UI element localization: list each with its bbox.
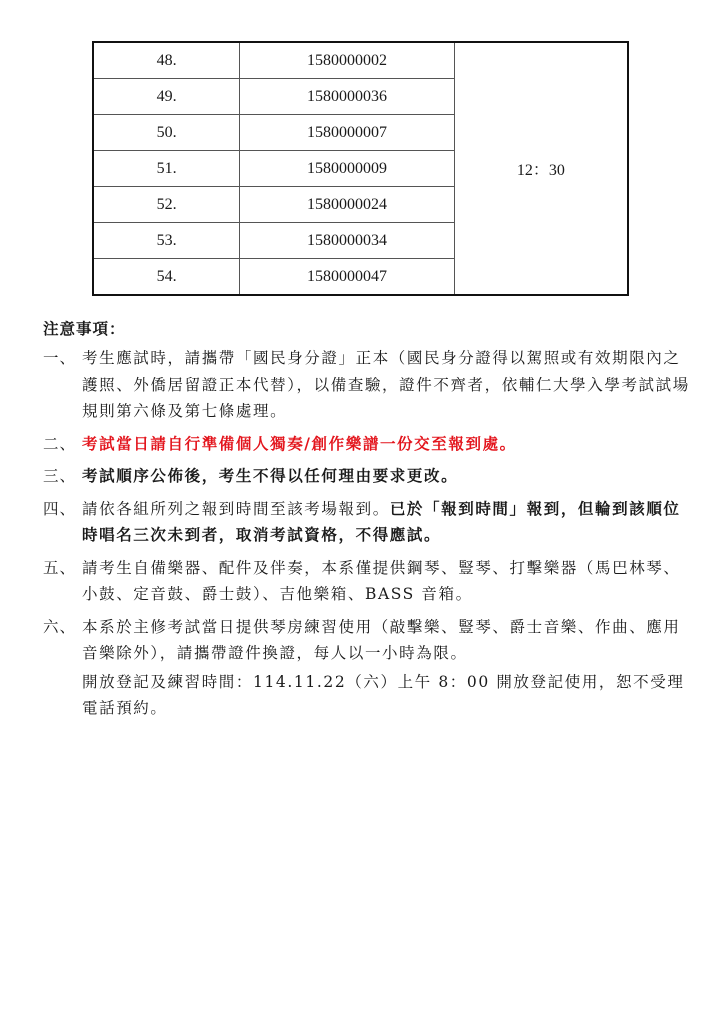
row-number: 53. xyxy=(93,223,240,259)
notes-section xyxy=(43,316,693,722)
note-number: 二、 xyxy=(43,434,77,453)
report-time: 12：30 xyxy=(454,42,628,295)
note-item-1 xyxy=(43,345,693,425)
note-number: 一、 xyxy=(43,349,77,367)
note-text-bold: 考試順序公佈後，考生不得以任何理由要求更改。 xyxy=(82,466,459,485)
row-number: 51. xyxy=(93,151,240,187)
note-number: 四、 xyxy=(43,499,77,518)
candidate-id: 1580000034 xyxy=(240,223,454,259)
note-text xyxy=(82,496,693,549)
note-number: 三、 xyxy=(43,467,77,485)
note-item-4 xyxy=(43,496,693,549)
row-number: 49. xyxy=(93,79,240,115)
candidate-id: 1580000002 xyxy=(240,42,454,79)
row-number: 54. xyxy=(93,259,240,296)
note-number: 五、 xyxy=(43,558,77,577)
note-text-bold: 已於「報到時間」報到，但輪到該順位時唱名三次未到者，取消考試資格，不得應試。 xyxy=(82,498,681,544)
table-row xyxy=(93,42,628,79)
row-number: 50. xyxy=(93,115,240,151)
candidate-id: 1580000007 xyxy=(240,115,454,151)
row-number: 48. xyxy=(93,42,240,79)
note-item-5 xyxy=(43,555,693,608)
candidate-id: 1580000024 xyxy=(240,187,454,223)
note-text: 請考生自備樂器、配件及伴奏，本系僅提供鋼琴、豎琴、打擊樂器（馬巴林琴、小鼓、定音鼓、爵士鼓）、吉他樂箱、BASS 音箱。 xyxy=(82,558,681,603)
note-text: 本系於主修考試當日提供琴房練習使用（敲擊樂、豎琴、爵士音樂、作曲、應用音樂除外），請攜帶證件換證，每人以一小時為限。 xyxy=(82,617,681,662)
notes-heading: 注意事項： xyxy=(43,319,126,338)
note-item-3 xyxy=(43,463,693,490)
note-item-6 xyxy=(43,614,693,667)
note-text-highlighted: 考試當日請自行準備個人獨奏/創作樂譜一份交至報到處。 xyxy=(82,433,517,453)
candidate-id: 1580000036 xyxy=(240,79,454,115)
practice-time-note: 開放登記及練習時間：114.11.22（六）上午 8：00 開放登記使用，恕不受理電話預約。 xyxy=(82,672,685,717)
candidate-id: 1580000047 xyxy=(240,259,454,296)
schedule-table xyxy=(92,41,629,296)
note-number: 六、 xyxy=(43,617,77,636)
note-item-2 xyxy=(43,431,693,458)
note-text: 考生應試時，請攜帶「國民身分證」正本（國民身分證得以駕照或有效期限內之護照、外僑居留證正本代替），以備查驗，證件不齊者，依輔仁大學入學考試試場規則第六條及第七條處理。 xyxy=(82,349,690,420)
candidate-id: 1580000009 xyxy=(240,151,454,187)
note-text-normal: 請依各組所列之報到時間至該考場報到。 xyxy=(82,499,390,518)
row-number: 52. xyxy=(93,187,240,223)
